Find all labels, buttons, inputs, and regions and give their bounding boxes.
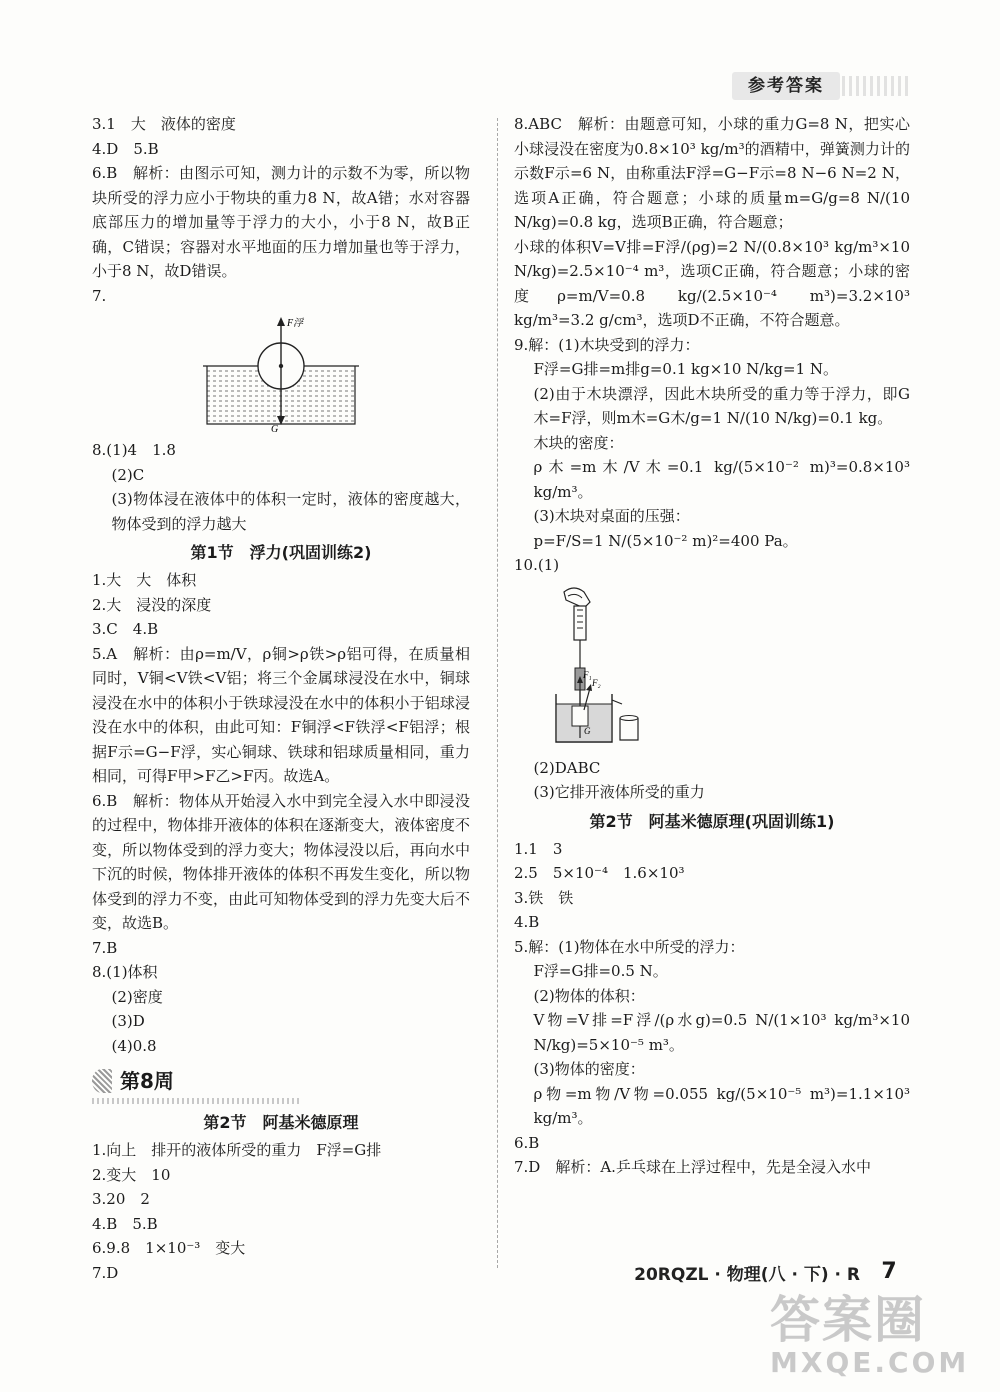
header-decoration xyxy=(842,76,912,96)
right-column xyxy=(514,112,910,1180)
watermark-logo xyxy=(770,1292,986,1384)
floating-ball-diagram xyxy=(201,314,361,434)
answer-line: F浮=G排=0.5 N。 xyxy=(533,962,668,980)
answer-line: 7.B xyxy=(92,938,118,957)
answer-line: 8.ABC 解析：由题意可知，小球的重力G=8 N，把实心小球浸没在密度为0.8×10³ kg/m³的酒精中，弹簧测力计的示数F示=6 N，由称重法F浮=G−F示=8 N−6 N=2 N，选项A正确，符合题意；小球的质量m=G/g=8 N/(10 N/kg)=0.8 kg，选项B正确，符合题意； xyxy=(514,115,910,231)
answer-line: 6.B 解析：由图示可知，测力计的示数不为零，所以物块所受的浮力应小于物块的重力8 N，故A错；水对容器底部压力的增加量等于浮力的大小，小于8 N，故B正确，C错误；容器对水平地面的压力增加量也等于浮力，小于8 N，故D错误。 xyxy=(92,164,470,280)
force-up-label: F浮 xyxy=(287,318,304,329)
answer-line: F浮=G排=m排g=0.1 kg×10 N/kg=1 N。 xyxy=(533,360,839,378)
column-divider xyxy=(497,118,498,1268)
answer-line: 1.1 3 xyxy=(514,839,563,858)
page-number: 7 xyxy=(881,1259,897,1284)
answer-line: 3.C 4.B xyxy=(92,620,159,638)
answer-line: (4)0.8 xyxy=(111,1036,157,1055)
answer-line: 3.1 大 液体的密度 xyxy=(92,115,236,133)
answer-line: (2)密度 xyxy=(111,987,163,1006)
scale-g-label: G xyxy=(584,725,591,736)
force-down-label: G xyxy=(271,424,279,434)
scale-f1-label: F₁ xyxy=(583,669,592,680)
answer-line: (2)物体的体积： xyxy=(533,986,645,1005)
answer-line: ρ木=m木/V木=0.1 kg/(5×10⁻² m)³=0.8×10³ kg/m³。 xyxy=(533,458,910,501)
section-title: 第2节 阿基米德原理 xyxy=(203,1113,359,1132)
week-marker-icon xyxy=(92,1069,112,1093)
answer-line: 6.9.8 1×10⁻³ 变大 xyxy=(92,1239,246,1257)
answer-line: 10.(1) xyxy=(514,556,560,574)
answer-line: 8.(1)4 1.8 xyxy=(92,441,176,459)
answer-line: (2)DABC xyxy=(533,758,601,777)
answer-line: 4.B xyxy=(514,913,540,931)
left-column xyxy=(92,112,470,1285)
answer-line: 木块的密度： xyxy=(533,433,624,452)
answer-line: 2.5 5×10⁻⁴ 1.6×10³ xyxy=(514,864,685,882)
section-title: 第1节 浮力(巩固训练2) xyxy=(190,543,372,562)
answer-line: 4.B 5.B xyxy=(92,1214,158,1233)
answer-line: 2.变大 10 xyxy=(92,1165,171,1184)
week-underline xyxy=(92,1098,302,1104)
answer-line: V物=V排=F浮/(ρ水g)=0.5 N/(1×10³ kg/m³×10 N/kg)=5×10⁻⁵ m³。 xyxy=(533,1011,910,1054)
week-heading xyxy=(92,1066,470,1096)
answer-line: 3.铁 铁 xyxy=(514,888,574,907)
watermark-bottom: MXQE.COM xyxy=(770,1346,970,1379)
answer-line: 8.(1)体积 xyxy=(92,963,158,981)
answer-line: 7.D xyxy=(92,1263,119,1282)
answer-line: (3)物体的密度： xyxy=(533,1060,645,1078)
answer-line: 6.B xyxy=(514,1133,540,1152)
answer-header-badge: 参考答案 xyxy=(732,72,840,100)
answer-line: p=F/S=1 N/(5×10⁻² m)²=400 Pa。 xyxy=(533,531,798,550)
answer-line: 9.解：(1)木块受到的浮力： xyxy=(514,335,700,354)
answer-line: 1.大 大 体积 xyxy=(92,571,197,589)
week-title: 第8周 xyxy=(120,1069,174,1093)
book-code-footer: 20RQZL · 物理(八 · 下) · R xyxy=(634,1265,860,1285)
answer-line: 小球的体积V=V排=F浮/(ρg)=2 N/(0.8×10³ kg/m³×10 N/kg)=2.5×10⁻⁴ m³，选项C正确，符合题意；小球的密度ρ=m/V=0.8 kg/(2.5×10⁻⁴ m³)=3.2×10³ kg/m³=3.2 g/cm³，选项D不正确，不符合题意。 xyxy=(514,237,910,329)
answer-line: 7. xyxy=(92,286,107,305)
answer-line: 5.A 解析：由ρ=m/V，ρ铜>ρ铁>ρ铝可得，在质量相同时，V铜<V铁<V铝；将三个金属球浸没在水中，铜球浸没在水中的体积小于铁球浸没在水中的体积小于铝球浸没在水中的体积，由此可知：F铜浮<F铁浮<F铝浮；根据F示=G−F浮，实心铜球、铁球和铝球质量相同，重力相同，可得F甲>F乙>F丙。故选A。 xyxy=(92,644,470,785)
answer-line: (3)物体浸在液体中的体积一定时，液体的密度越大，物体受到的浮力越大 xyxy=(111,490,470,533)
answer-line: (2)由于木块漂浮，因此木块所受的重力等于浮力，即G木=F浮，则m木=G木/g=1 N/(10 N/kg)=0.1 kg。 xyxy=(533,384,910,427)
answer-line: 2.大 浸没的深度 xyxy=(92,595,212,614)
answer-line: (2)C xyxy=(111,465,145,484)
answer-line: 5.解：(1)物体在水中所受的浮力： xyxy=(514,937,745,956)
watermark-top: 答案圈 xyxy=(770,1292,926,1349)
answer-line: 3.20 2 xyxy=(92,1190,150,1208)
answer-line: (3)木块对桌面的压强： xyxy=(533,507,690,525)
answer-line: 4.D 5.B xyxy=(92,139,159,158)
scale-f2-label: F₂ xyxy=(592,677,601,688)
answer-line: ρ物=m物/V物=0.055 kg/(5×10⁻⁵ m³)=1.1×10³ kg/m³。 xyxy=(533,1084,910,1127)
answer-line: 1.向上 排开的液体所受的重力 F浮=G排 xyxy=(92,1141,382,1159)
spring-scale-experiment-diagram xyxy=(534,582,664,752)
answer-line: 6.B 解析：物体从开始浸入水中到完全浸入水中即浸没的过程中，物体排开液体的体积在逐渐变大，液体密度不变，所以物体受到的浮力变大；物体浸没以后，再向水中下沉的时候，物体排开液体的体积不再发生变化，所以物体受到的浮力不变，由此可知物体受到的浮力先变大后不变，故选B。 xyxy=(92,791,470,932)
section-title: 第2节 阿基米德原理(巩固训练1) xyxy=(589,811,835,831)
answer-line: (3)它排开液体所受的重力 xyxy=(533,783,705,801)
answer-line: 7.D 解析：A.乒乓球在上浮过程中，先是全浸入水中 xyxy=(514,1158,871,1176)
answer-line: (3)D xyxy=(111,1012,145,1030)
